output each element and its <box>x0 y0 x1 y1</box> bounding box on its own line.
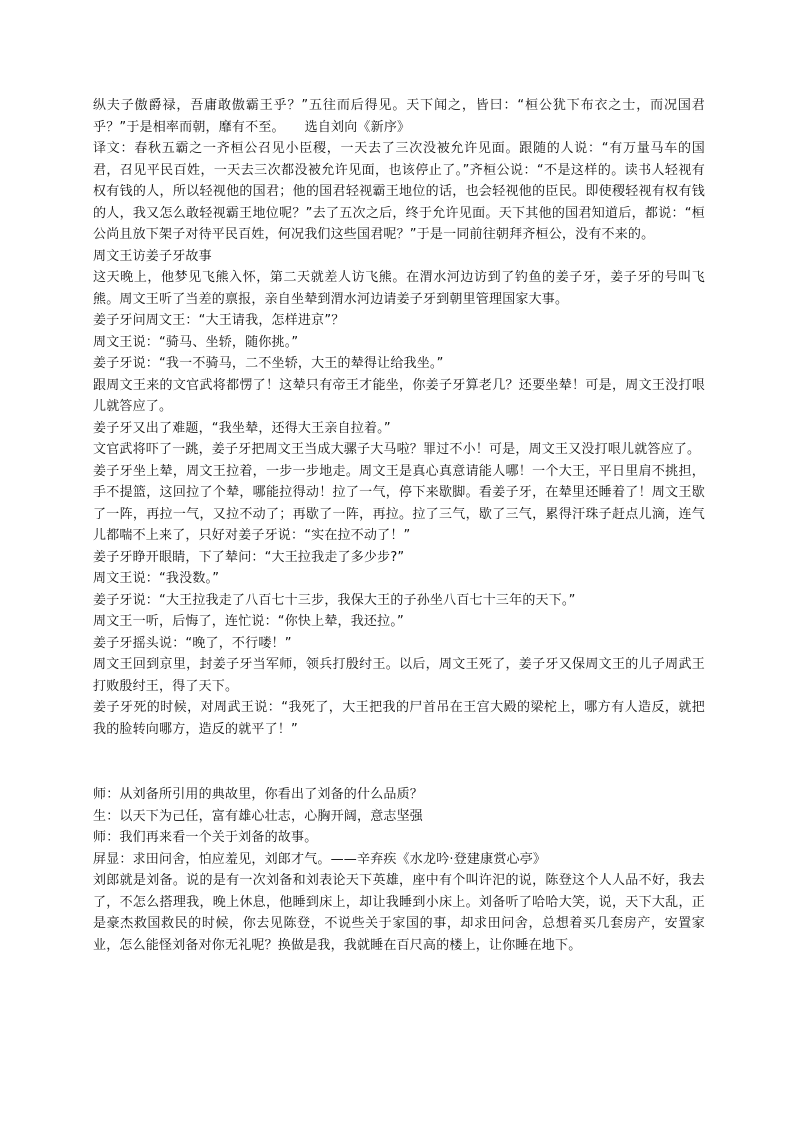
story-paragraph: 周文王说：“骑马、坐轿，随你挑。” <box>93 334 299 350</box>
story-heading: 周文王访姜子牙故事 <box>93 248 212 264</box>
story-paragraph: 姜子牙说：“我一不骑马，二不坐轿，大王的辇得让给我坐。” <box>93 356 444 371</box>
story-paragraph: 姜子牙又出了难题，“我坐辇，还得大王亲自拉着。” <box>93 420 391 436</box>
story-paragraph: 周文王一听，后悔了，连忙说：“你快上辇，我还拉。” <box>93 614 404 629</box>
story-paragraph: 这天晚上，他梦见飞熊入怀，第二天就差人访飞熊。在渭水河边访到了钓鱼的姜子牙，姜子牙的号叫飞熊。周文王听了当差的禀报，亲自坐辇到渭水河边请姜子牙到朝里管理国家大事。 <box>93 270 705 307</box>
dialogue-teacher-question: 师：从刘备所引用的典故里，你看出了刘备的什么品质？ <box>93 787 424 802</box>
story-paragraph: 姜子牙说：“大王拉我走了八百七十三步，我保大王的子孙坐八百七十三年的天下。” <box>93 592 576 608</box>
story-paragraph: 姜子牙睁开眼睛，下了辇问：“大王拉我走了多少步?” <box>93 549 405 565</box>
section-gap <box>93 740 705 784</box>
story-paragraph: 姜子牙坐上辇，周文王拉着，一步一步地走。周文王是真心真意请能人哪！一个大王，平日里肩不挑担，手不提篮，这回拉了个辇，哪能拉得动！拉了一气，停下来歇脚。看姜子牙，在辇里还睡着了！周文王歇了一阵，再拉一气，又拉不动了；再歇了一阵，再拉。拉了三气，歇了三气，累得汗珠子赶点儿滴，连气儿都喘不上来了，只好对姜子牙说：“实在拉不动了！” <box>93 463 705 543</box>
slide-quote: 屏显：求田问舍，怕应羞见，刘郎才气。——辛弃疾《水龙吟·登建康赏心亭》 <box>93 851 547 867</box>
dialogue-student-answer: 生：以天下为己任，富有雄心壮志，心胸开阔，意志坚强 <box>93 808 424 824</box>
story-paragraph: 文官武将吓了一跳，姜子牙把周文王当成大骡子大马啦？罪过不小！可是，周文王又没打哏儿就答应了。 <box>93 442 701 457</box>
story-paragraph: 姜子牙问周文王：“大王请我，怎样进京”？ <box>93 313 345 328</box>
document-body <box>93 95 705 956</box>
paragraph-translation: 译文：春秋五霸之一齐桓公召见小臣稷，一天去了三次没被允许见面。跟随的人说：“有万量马车的国君，召见平民百姓，一天去三次都没被允许见面，也该停止了。”齐桓公说：“不是这样的。读书人轻视有权有钱的人，所以轻视他的国君；他的国君轻视霸王地位的话，也会轻视他的臣民。即使稷轻视有权有钱的人，我又怎么敢轻视霸王地位呢？”去了五次之后，终于允许见面。天下其他的国君知道后，都说：“桓公尚且放下架子对待平民百姓，何况我们这些国君呢？”于是一同前往朝拜齐桓公，没有不来的。 <box>93 141 705 242</box>
liubei-story-paragraph: 刘郎就是刘备。说的是有一次刘备和刘表论天下英雄，座中有个叫许汜的说，陈登这个人人品不好，我去了，不怎么搭理我，晚上休息，他睡到床上，却让我睡到小床上。刘备听了哈哈大笑，说，天下大乱，正是豪杰救国救民的时候，你去见陈登，不说些关于家国的事，却求田问舍，总想着买几套房产，安置家业，怎么能怪刘备对你无礼呢？换做是我，我就睡在百尺高的楼上，让你睡在地下。 <box>93 873 705 953</box>
story-paragraph: 周文王说：“我没数。” <box>93 571 220 586</box>
story-paragraph: 姜子牙摇头说：“晚了，不行喽！” <box>93 635 292 651</box>
paragraph-quote-ending: 纵夫子傲爵禄，吾庸敢傲霸王乎？”五往而后得见。天下闻之，皆曰：“桓公犹下布衣之士，而况国君乎？”于是相率而朝，靡有不至。 选自刘向《新序》 <box>93 98 705 135</box>
dialogue-teacher-transition: 师：我们再来看一个关于刘备的故事。 <box>93 830 318 845</box>
story-paragraph: 姜子牙死的时候，对周武王说：“我死了，大王把我的尸首吊在王宫大殿的梁柁上，哪方有人造反，就把我的脸转向哪方，造反的就平了！” <box>93 700 705 737</box>
story-paragraph: 跟周文王来的文官武将都愣了！这辇只有帝王才能坐，你姜子牙算老几？还要坐辇！可是，周文王没打哏儿就答应了。 <box>93 377 705 414</box>
story-paragraph: 周文王回到京里，封姜子牙当军师，领兵打殷纣王。以后，周文王死了，姜子牙又保周文王的儿子周武王打败殷纣王，得了天下。 <box>93 657 705 694</box>
